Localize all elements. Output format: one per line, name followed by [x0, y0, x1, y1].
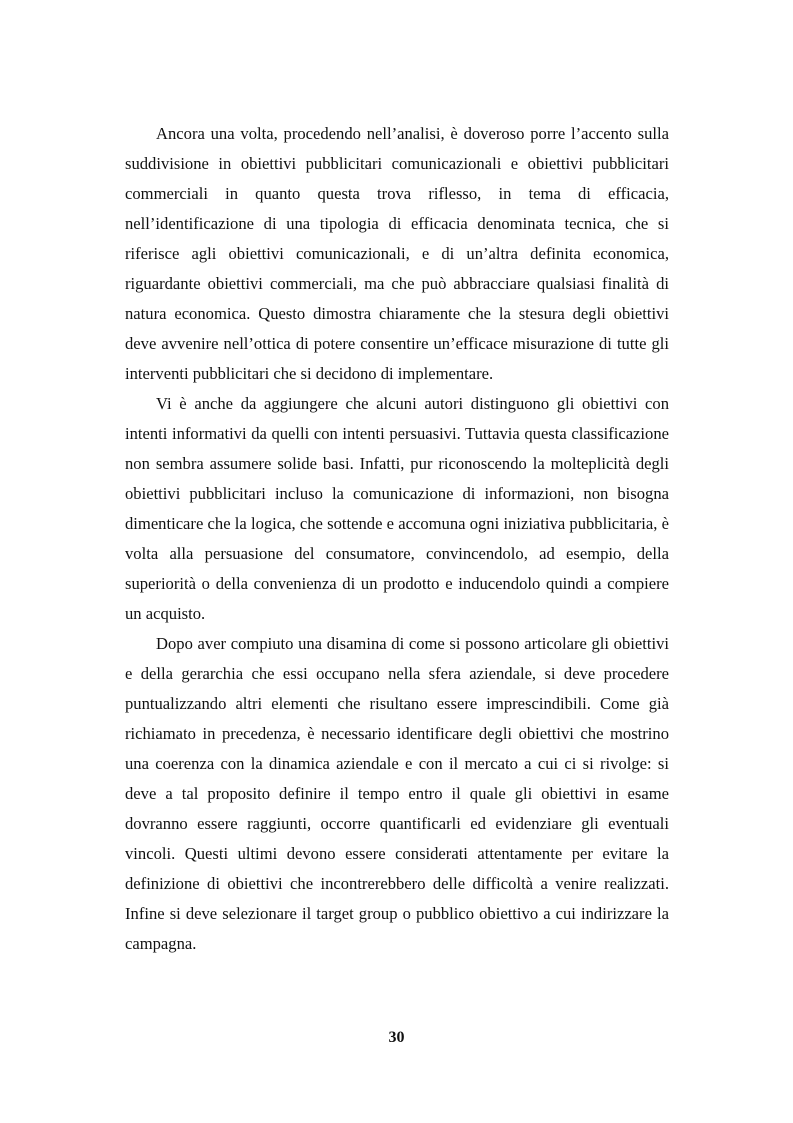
paragraph-2: Vi è anche da aggiungere che alcuni autori distinguono gli obiettivi con intenti informativi da quelli con intenti persuasivi. Tuttavia questa classificazione non sembra assumere solide basi. Infatti, pur riconoscendo la molteplicità degli obiettivi pubblicitari incluso la comunicazione di informazioni, non bisogna dimenticare che la logica, che sottende e accomuna ogni iniziativa pubblicitaria, è volta alla persuasione del consumatore, convincendolo, ad esempio, della superiorità o della convenienza di un prodotto e inducendolo quindi a compiere un acquisto. [125, 394, 669, 623]
page-number: 30 [388, 1029, 405, 1046]
body-text [125, 119, 669, 959]
paragraph-3: Dopo aver compiuto una disamina di come si possono articolare gli obiettivi e della gerarchia che essi occupano nella sfera aziendale, si deve procedere puntualizzando altri elementi che risultano essere imprescindibili. Come già richiamato in precedenza, è necessario identificare degli obiettivi che mostrino una coerenza con la dinamica aziendale e con il mercato a cui ci si rivolge: si deve a tal proposito definire il tempo entro il quale gli obiettivi in esame dovranno essere raggiunti, occorre quantificarli ed evidenziare gli eventuali vincoli. Questi ultimi devono essere considerati attentamente per evitare la definizione di obiettivi che incontrerebbero delle difficoltà a venire realizzati. Infine si deve selezionare il target group o pubblico obiettivo a cui indirizzare la campagna. [125, 634, 669, 953]
paragraph-1: Ancora una volta, procedendo nell’analisi, è doveroso porre l’accento sulla suddivisione in obiettivi pubblicitari comunicazionali e obiettivi pubblicitari commerciali in quanto questa trova riflesso, in tema di efficacia, nell’identificazione di una tipologia di efficacia denominata tecnica, che si riferisce agli obiettivi comunicazionali, e di un’altra definita economica, riguardante obiettivi commerciali, ma che può abbracciare qualsiasi finalità di natura economica. Questo dimostra chiaramente che la stesura degli obiettivi deve avvenire nell’ottica di potere consentire un’efficace misurazione di tutte gli interventi pubblicitari che si decidono di implementare. [125, 124, 669, 383]
